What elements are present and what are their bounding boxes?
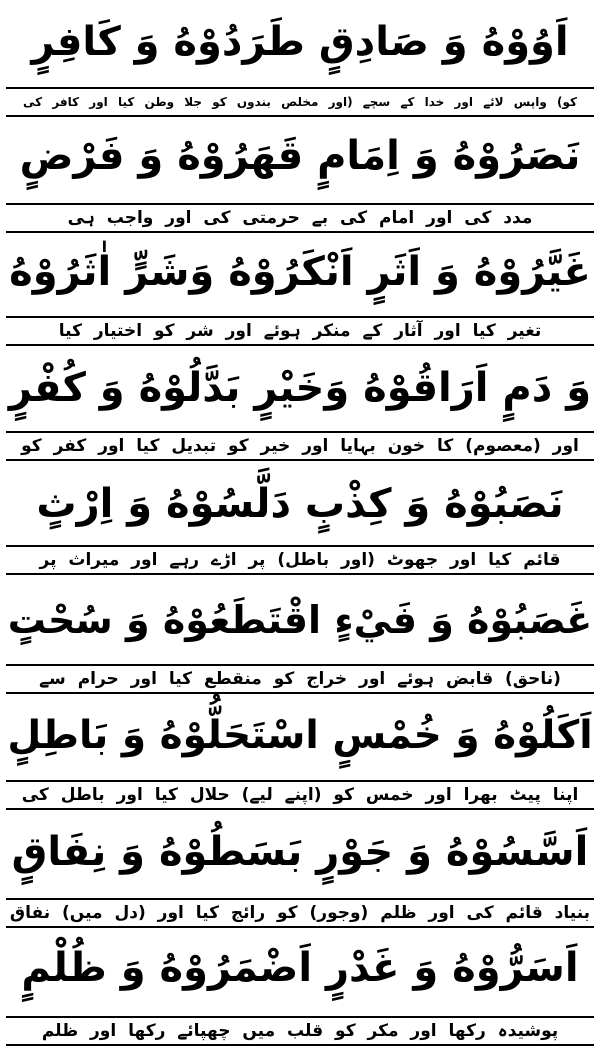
arabic-verse-text: نَصَرُوْهُ وَ اِمَامٍ قَهَرُوْهُ وَ فَرْضٍ — [19, 133, 581, 179]
arabic-verse-line — [4, 234, 596, 310]
urdu-translation-line — [6, 203, 594, 233]
urdu-translation-text: بنیاد قائم کی اور ظلم (وجور) کو رائج کیا اور (دل میں) نفاق — [9, 903, 591, 923]
urdu-translation-text: اور (معصوم) کا خون بہایا اور خیر کو تبدیل کیا اور کفر کو — [21, 436, 579, 456]
arabic-verse-line — [4, 4, 596, 80]
arabic-verse-text: اَسَرُّوْهُ وَ غَدْرٍ اَضْمَرُوْهُ وَ ظُلْمٍ — [21, 945, 579, 991]
arabic-verse-text: اَكَلُوْهُ وَ خُمْسٍ اسْتَحَلُّوْهُ وَ بَاطِلٍ — [7, 713, 593, 758]
arabic-verse-text: نَصَبُوْهُ وَ كِذْبٍ دَلَّسُوْهُ وَ اِرْثٍ — [36, 481, 564, 527]
arabic-verse-line — [4, 350, 596, 426]
arabic-verse-line — [4, 466, 596, 542]
urdu-translation-text: (ناحق) قابض ہوئے اور خراج کو منقطع کیا اور حرام سے — [39, 669, 561, 689]
arabic-verse-text: اَوُوْهُ وَ صَادِقٍ طَرَدُوْهُ وَ كَافِرٍ — [31, 19, 569, 65]
urdu-translation-text: مدد کی اور امام کی بے حرمتی کی اور واجب ہی — [67, 208, 533, 228]
urdu-translation-line — [6, 780, 594, 810]
urdu-translation-line — [6, 316, 594, 346]
urdu-translation-line — [6, 545, 594, 575]
arabic-verse-text: غَيَّرُوْهُ وَ اَثَرٍ اَنْكَرُوْهُ وَشَرٍّ اٰثَرُوْهُ — [9, 249, 591, 295]
arabic-verse-line — [4, 582, 596, 658]
arabic-verse-text: اَسَّسُوْهُ وَ جَوْرٍ بَسَطُوْهُ وَ نِفَاقٍ — [11, 829, 589, 875]
urdu-translation-text: کو) واپس لائے اور خدا کے سچے (اور مخلص بندوں کو جلا وطن کیا اور کافر کی — [23, 95, 577, 109]
urdu-translation-line — [6, 1016, 594, 1046]
arabic-verse-line — [4, 930, 596, 1006]
urdu-translation-text: تغیر کیا اور آثار کے منکر ہوئے اور شر کو اختیار کیا — [58, 321, 542, 341]
urdu-translation-line — [6, 431, 594, 461]
urdu-translation-line — [6, 898, 594, 928]
arabic-verse-line — [4, 698, 596, 774]
urdu-translation-text: اپنا پیٹ بھرا اور خمس کو (اپنے لیے) حلال کیا اور باطل کی — [21, 785, 579, 805]
arabic-verse-text: وَ دَمٍ اَرَاقُوْهُ وَخَيْرٍ بَدَّلُوْهُ وَ كُفْرٍ — [8, 365, 592, 411]
arabic-verse-line — [4, 118, 596, 194]
urdu-translation-line — [6, 664, 594, 694]
arabic-verse-text: غَصَبُوْهُ وَ فَيْءٍ اقْتَطَعُوْهُ وَ سُحْتٍ — [7, 598, 593, 642]
urdu-translation-text: قائم کیا اور جھوٹ (اور باطل) پر اڑے رہے اور میراث پر — [39, 550, 561, 570]
urdu-translation-line — [6, 87, 594, 117]
arabic-verse-line — [4, 814, 596, 890]
urdu-translation-text: پوشیدہ رکھا اور مکر کو قلب میں چھپائے رکھا اور ظلم — [41, 1021, 559, 1041]
